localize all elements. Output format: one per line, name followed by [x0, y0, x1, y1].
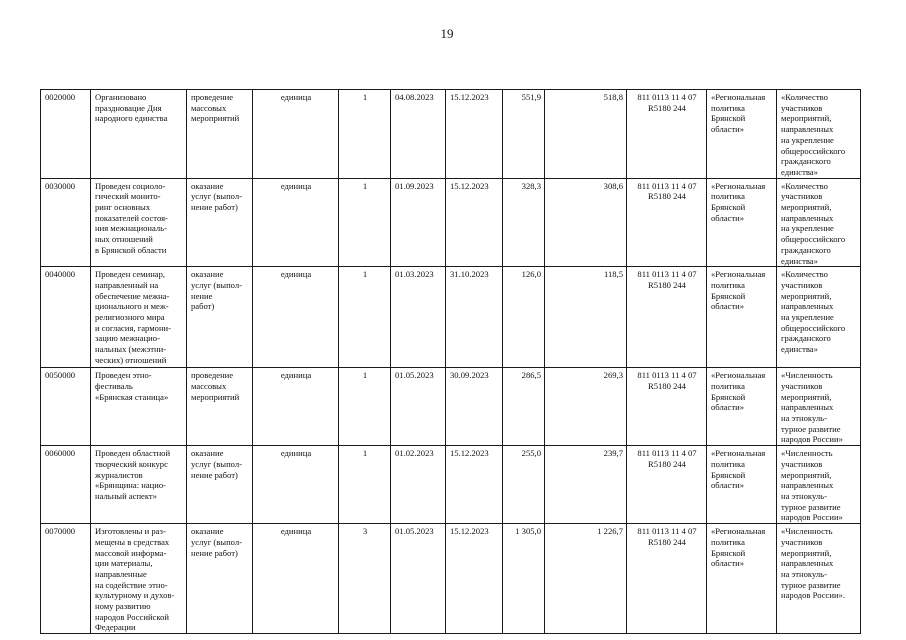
start-date-text: 01.05.2023 [395, 370, 434, 381]
cell-program-name [707, 267, 777, 368]
cell-result-indicator [777, 90, 861, 179]
table-body [41, 90, 861, 634]
cell-measure-unit [253, 178, 339, 267]
cell-result-indicator [777, 178, 861, 267]
start-date-text: 01.05.2023 [395, 526, 434, 537]
result-indicator-text: «Количество участников мероприятий, направленных на укрепление общероссийского гражданского единства» [781, 269, 846, 355]
cell-result-indicator [777, 524, 861, 634]
cell-end-date [446, 90, 503, 179]
result-indicator-text: «Количество участников мероприятий, направленных на укрепление общероссийского гражданского единства» [781, 180, 846, 266]
result-indicator-text: «Численность участников мероприятий, направленных на этнокуль- турное развитие народов России». [781, 526, 845, 601]
end-date-text: 15.12.2023 [450, 180, 489, 191]
cell-amount-planned [503, 368, 545, 446]
cell-measure-unit [253, 368, 339, 446]
activity-code-text: 0060000 [45, 448, 76, 459]
quantity-text: 3 [362, 526, 368, 537]
program-name-text: «Региональная политика Брянской области» [711, 269, 766, 312]
cell-quantity [339, 524, 391, 634]
cell-budget-code [627, 90, 707, 179]
quantity-text: 1 [362, 92, 368, 102]
cell-quantity [339, 368, 391, 446]
cell-program-name [707, 524, 777, 634]
cell-quantity [339, 90, 391, 179]
activity-name-text: Проведен социоло- гический монито- ринг основных показателей состоя- ния межнациональ- ных отношений в Брянской области [95, 180, 168, 255]
activities-table [40, 89, 861, 634]
amount-actual-text: 118,5 [603, 269, 623, 280]
cell-program-name [707, 368, 777, 446]
cell-amount-actual [545, 178, 627, 267]
budget-code-text: 811 0113 11 4 07 R5180 244 [637, 92, 697, 113]
table-row [41, 178, 861, 267]
cell-activity-type [187, 524, 253, 634]
cell-amount-actual [545, 267, 627, 368]
amount-actual-text: 269,3 [603, 370, 623, 381]
amount-actual-text: 518,8 [603, 92, 623, 102]
table-row [41, 368, 861, 446]
cell-end-date [446, 368, 503, 446]
amount-planned-text: 255,0 [521, 448, 541, 459]
table-row [41, 524, 861, 634]
cell-activity-code [41, 90, 91, 179]
result-indicator-text: «Количество участников мероприятий, направленных на укрепление общероссийского гражданского единства» [781, 92, 846, 177]
cell-budget-code [627, 267, 707, 368]
cell-amount-actual [545, 90, 627, 179]
budget-code-text: 811 0113 11 4 07 R5180 244 [637, 448, 697, 469]
program-name-text: «Региональная политика Брянской области» [711, 370, 766, 413]
quantity-text: 1 [362, 269, 368, 280]
cell-amount-actual [545, 368, 627, 446]
cell-budget-code [627, 524, 707, 634]
program-name-text: «Региональная политика Брянской области» [711, 448, 766, 491]
cell-activity-name [91, 524, 187, 634]
cell-activity-code [41, 178, 91, 267]
cell-activity-code [41, 446, 91, 524]
table-row [41, 90, 861, 179]
cell-activity-code [41, 368, 91, 446]
amount-actual-text: 1 226,7 [597, 526, 623, 537]
cell-program-name [707, 90, 777, 179]
table-row [41, 267, 861, 368]
amount-planned-text: 126,0 [521, 269, 541, 280]
cell-amount-planned [503, 90, 545, 179]
cell-start-date [391, 446, 446, 524]
cell-activity-name [91, 446, 187, 524]
cell-amount-planned [503, 446, 545, 524]
activity-type-text: оказание услуг (выпол- нение работ) [191, 448, 242, 480]
activity-type-text: проведение массовых мероприятий [191, 370, 240, 402]
activity-name-text: Изготовлены и раз- мещены в средствах массовой информа- ции материалы, направленные на содействие этно- культурному и духов- ному развитию народов Российской Федерации [95, 526, 175, 633]
cell-start-date [391, 368, 446, 446]
cell-end-date [446, 524, 503, 634]
activity-type-text: оказание услуг (выпол- нение работ) [191, 269, 242, 312]
cell-quantity [339, 178, 391, 267]
activity-code-text: 0050000 [45, 370, 76, 381]
budget-code-text: 811 0113 11 4 07 R5180 244 [637, 370, 697, 391]
result-indicator-text: «Численность участников мероприятий, направленных на этнокуль- турное развитие народов России» [781, 370, 843, 445]
amount-planned-text: 328,3 [521, 180, 541, 191]
cell-measure-unit [253, 267, 339, 368]
cell-activity-code [41, 267, 91, 368]
cell-result-indicator [777, 267, 861, 368]
cell-end-date [446, 267, 503, 368]
budget-code-text: 811 0113 11 4 07 R5180 244 [637, 180, 697, 202]
quantity-text: 1 [362, 180, 368, 191]
quantity-text: 1 [362, 448, 368, 459]
activity-name-text: Организовано праздновацие Дня народного единства [95, 92, 168, 124]
cell-budget-code [627, 368, 707, 446]
amount-actual-text: 308,6 [603, 180, 623, 191]
cell-activity-name [91, 178, 187, 267]
result-indicator-text: «Численность участников мероприятий, направленных на этнокуль- турное развитие народов России» [781, 448, 843, 523]
cell-quantity [339, 267, 391, 368]
measure-unit-text: единица [280, 269, 312, 280]
program-name-text: «Региональная политика Брянской области» [711, 180, 766, 223]
cell-budget-code [627, 446, 707, 524]
cell-result-indicator [777, 368, 861, 446]
end-date-text: 31.10.2023 [450, 269, 489, 280]
cell-amount-actual [545, 524, 627, 634]
table-row [41, 446, 861, 524]
amount-planned-text: 286,5 [521, 370, 541, 381]
activity-type-text: оказание услуг (выпол- нение работ) [191, 526, 242, 558]
quantity-text: 1 [362, 370, 368, 381]
cell-start-date [391, 90, 446, 179]
program-name-text: «Региональная политика Брянской области» [711, 92, 766, 135]
cell-start-date [391, 267, 446, 368]
activity-name-text: Проведен этно- фестиваль «Брянская станица» [95, 370, 169, 402]
start-date-text: 01.03.2023 [395, 269, 434, 280]
budget-code-text: 811 0113 11 4 07 R5180 244 [637, 269, 697, 290]
cell-start-date [391, 524, 446, 634]
cell-activity-type [187, 178, 253, 267]
activity-code-text: 0070000 [45, 526, 76, 537]
measure-unit-text: единица [280, 370, 312, 381]
measure-unit-text: единица [280, 448, 312, 459]
activity-type-text: оказание услуг (выпол- нение работ) [191, 180, 242, 213]
activity-code-text: 0020000 [45, 92, 76, 102]
activity-type-text: проведение массовых мероприятий [191, 92, 240, 124]
start-date-text: 04.08.2023 [395, 92, 434, 102]
cell-measure-unit [253, 90, 339, 179]
start-date-text: 01.09.2023 [395, 180, 434, 191]
cell-result-indicator [777, 446, 861, 524]
cell-activity-name [91, 90, 187, 179]
cell-program-name [707, 446, 777, 524]
measure-unit-text: единица [280, 526, 312, 537]
budget-code-text: 811 0113 11 4 07 R5180 244 [637, 526, 697, 547]
cell-activity-type [187, 90, 253, 179]
amount-planned-text: 1 305,0 [515, 526, 541, 537]
cell-program-name [707, 178, 777, 267]
end-date-text: 30.09.2023 [450, 370, 489, 381]
cell-activity-type [187, 267, 253, 368]
cell-activity-code [41, 524, 91, 634]
cell-amount-planned [503, 524, 545, 634]
cell-measure-unit [253, 446, 339, 524]
cell-start-date [391, 178, 446, 267]
cell-quantity [339, 446, 391, 524]
end-date-text: 15.12.2023 [450, 448, 489, 459]
page-number: 19 [440, 26, 454, 41]
program-name-text: «Региональная политика Брянской области» [711, 526, 766, 569]
cell-activity-name [91, 368, 187, 446]
end-date-text: 15.12.2023 [450, 92, 489, 102]
measure-unit-text: единица [280, 92, 312, 102]
amount-planned-text: 551,9 [521, 92, 541, 102]
cell-activity-type [187, 368, 253, 446]
end-date-text: 15.12.2023 [450, 526, 489, 537]
cell-end-date [446, 446, 503, 524]
activity-code-text: 0040000 [45, 269, 76, 280]
cell-measure-unit [253, 524, 339, 634]
cell-end-date [446, 178, 503, 267]
amount-actual-text: 239,7 [603, 448, 623, 459]
activity-name-text: Проведен областной творческий конкурс журналистов «Брянщина: нацио- нальный аспект» [95, 448, 171, 501]
cell-amount-actual [545, 446, 627, 524]
cell-amount-planned [503, 267, 545, 368]
cell-activity-name [91, 267, 187, 368]
activity-code-text: 0030000 [45, 180, 76, 191]
cell-budget-code [627, 178, 707, 267]
activity-name-text: Проведен семинар, направленный на обеспечение межна- ционального и меж- религиозного мира и согласия, гармони- зацию межнацио- нальных (межэтни- ческих) отношений [95, 269, 172, 365]
measure-unit-text: единица [280, 180, 312, 191]
cell-activity-type [187, 446, 253, 524]
cell-amount-planned [503, 178, 545, 267]
start-date-text: 01.02.2023 [395, 448, 434, 459]
